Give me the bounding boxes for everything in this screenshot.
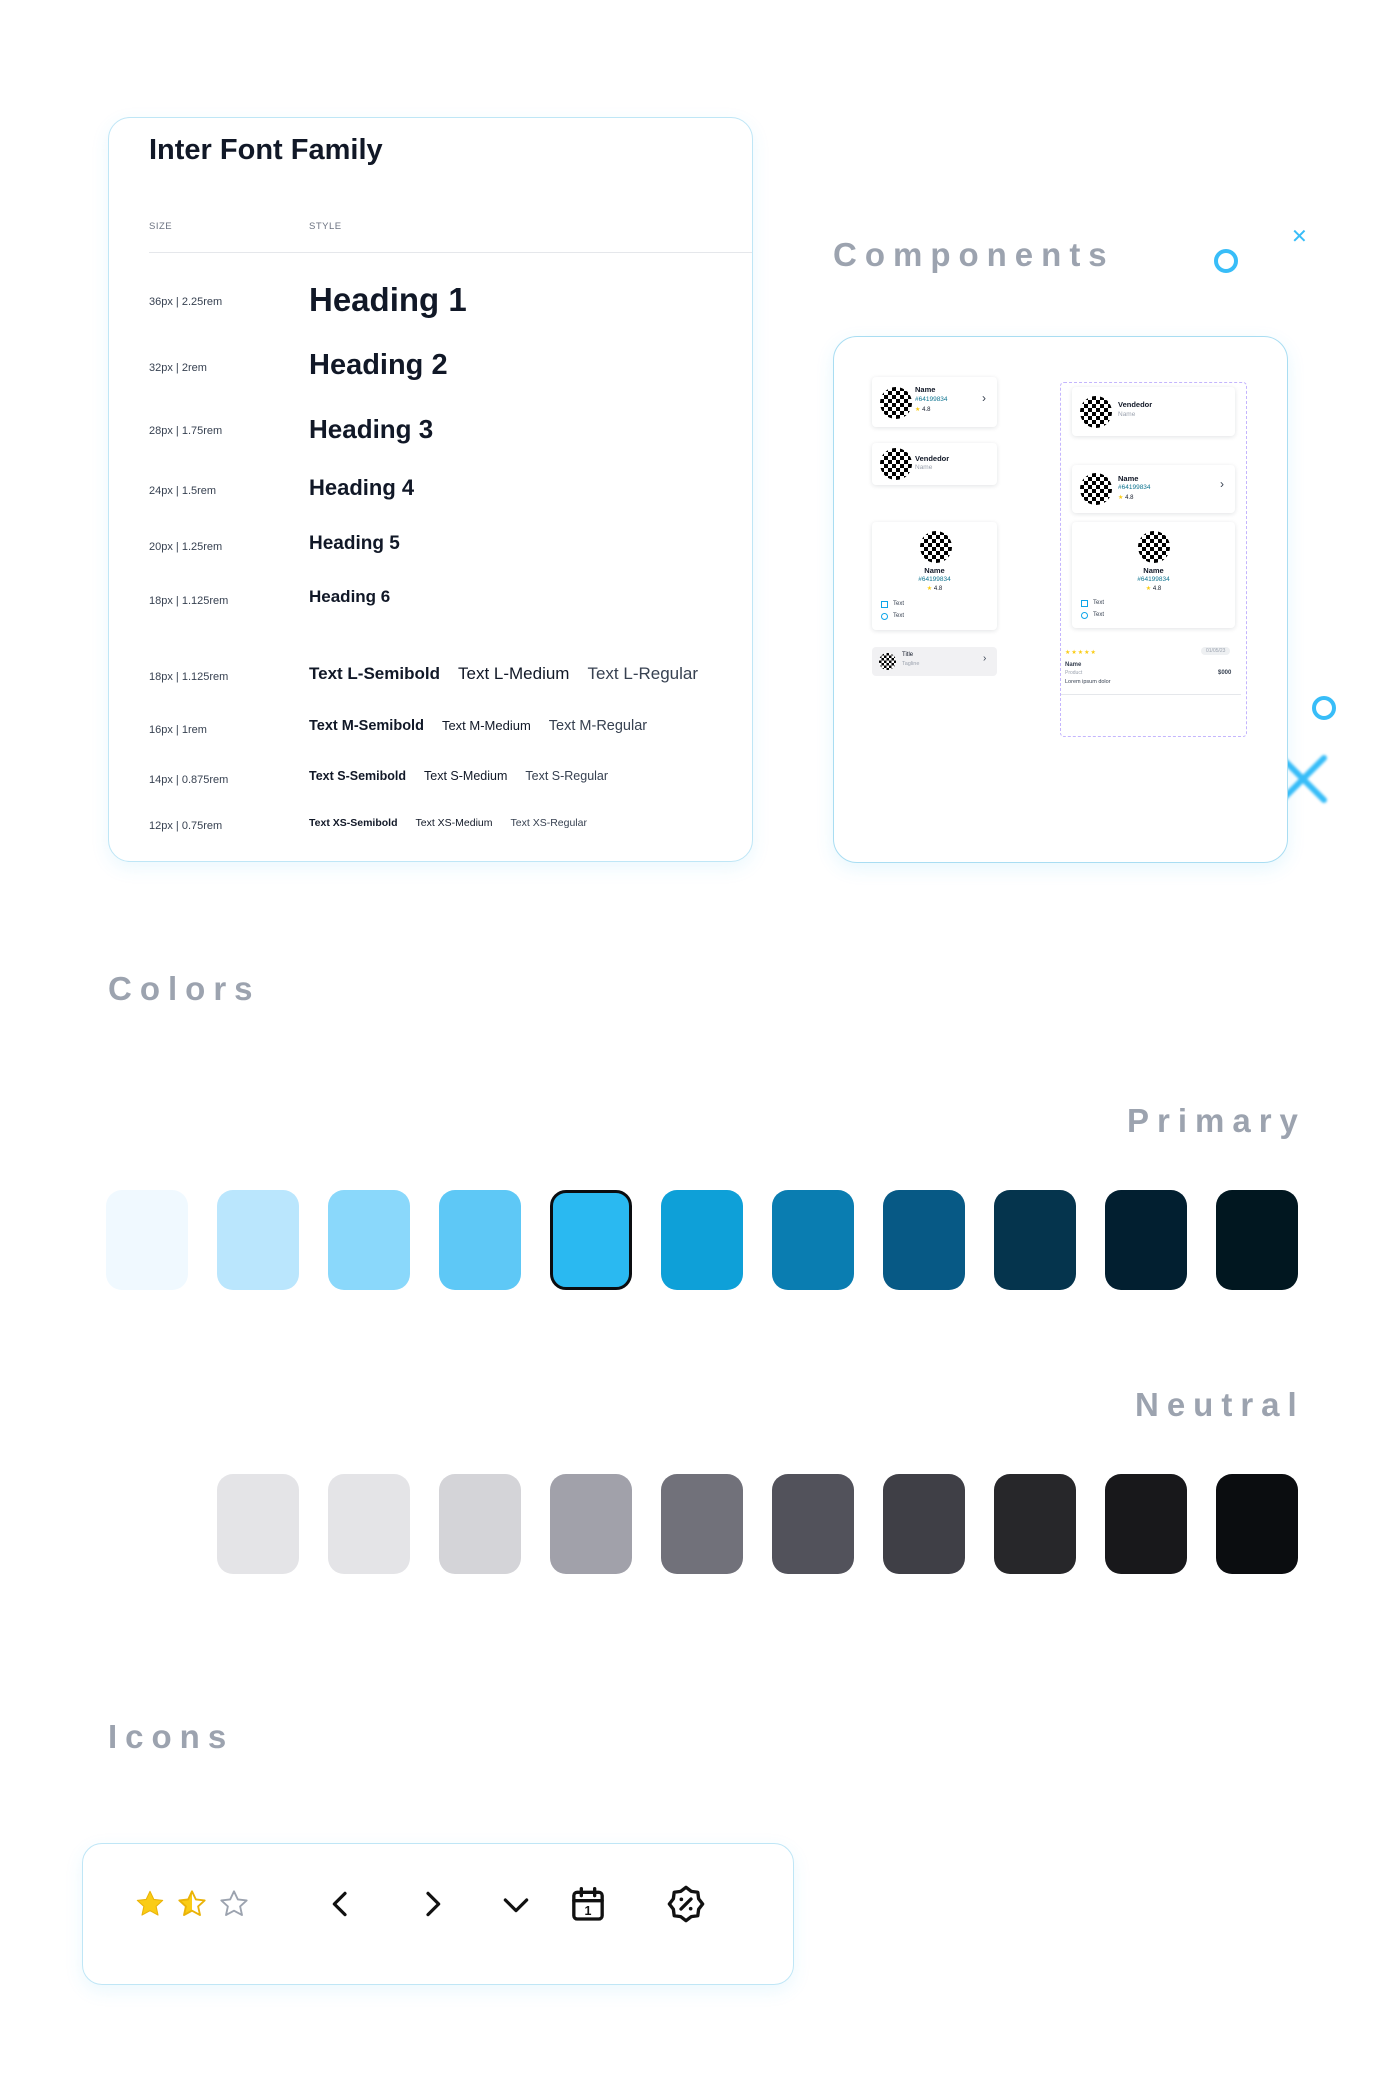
text-l-row (309, 664, 716, 684)
neutral-swatch-6[interactable] (772, 1474, 854, 1574)
chevron-right-icon: › (1220, 477, 1224, 491)
neutral-swatch-7[interactable] (883, 1474, 965, 1574)
primary-swatch-1[interactable] (106, 1190, 188, 1290)
vendor-title: Vendedor (1118, 400, 1153, 409)
vendor-card[interactable] (872, 443, 997, 485)
size-label: 24px | 1.5rem (149, 485, 217, 497)
review-card (1061, 644, 1241, 695)
title-row-card[interactable] (872, 647, 997, 676)
rating (872, 585, 997, 592)
star-icon: ★ (1118, 495, 1124, 501)
size-label: 32px | 2rem (149, 362, 207, 374)
avatar (1138, 531, 1170, 563)
star-icon: ★ (915, 407, 921, 413)
review-name: Name (1065, 662, 1082, 668)
colors-heading: Colors (108, 970, 261, 1007)
avatar (879, 653, 896, 670)
typography-card (108, 117, 753, 862)
chevron-down-icon[interactable] (500, 1888, 532, 1920)
text-m-medium: Text M-Medium (441, 718, 531, 733)
avatar (1080, 396, 1112, 428)
text-xs-row (309, 817, 605, 829)
primary-swatch-3[interactable] (328, 1190, 410, 1290)
chevron-right-icon[interactable] (416, 1888, 448, 1920)
chevron-right-icon: › (983, 653, 987, 664)
calendar-icon (881, 601, 888, 608)
components-card (833, 336, 1288, 863)
neutral-swatch-1[interactable] (217, 1474, 299, 1574)
avatar (1080, 473, 1112, 505)
heading-1-sample: Heading 1 (309, 281, 467, 318)
vendor-sub: Name (1118, 411, 1136, 418)
primary-swatch-4[interactable] (439, 1190, 521, 1290)
primary-swatch-8[interactable] (883, 1190, 965, 1290)
text-s-medium: Text S-Medium (424, 769, 508, 783)
avatar (920, 531, 952, 563)
seller-name: Name (1118, 474, 1139, 483)
review-price: $000 (1218, 670, 1232, 676)
neutral-swatch-3[interactable] (439, 1474, 521, 1574)
seller-profile-card[interactable] (872, 522, 997, 630)
rating-value: 4.8 (1125, 495, 1134, 501)
rating (915, 406, 930, 413)
text-xs-medium: Text XS-Medium (415, 817, 493, 829)
neutral-swatch-4[interactable] (550, 1474, 632, 1574)
row-title: Title (902, 652, 914, 658)
typography-title: Inter Font Family (149, 134, 383, 166)
review-body: Lorem ipsum dolor (1065, 679, 1111, 685)
vendor-title: Vendedor (915, 454, 950, 463)
size-label: 18px | 1.125rem (149, 671, 229, 683)
review-stars: ★★★★★ (1065, 650, 1097, 656)
star-icon: ★ (1145, 586, 1152, 592)
chevron-right-icon: › (982, 391, 986, 405)
text-m-row (309, 718, 665, 734)
neutral-swatch-9[interactable] (1105, 1474, 1187, 1574)
seller-row-card[interactable] (1072, 465, 1235, 513)
size-label: 12px | 0.75rem (149, 820, 223, 832)
size-label: 28px | 1.75rem (149, 425, 223, 437)
review-product: Product (1065, 670, 1083, 676)
rating (1072, 585, 1235, 592)
text-s-regular: Text S-Regular (525, 769, 609, 783)
heading-3-sample: Heading 3 (309, 414, 434, 444)
icons-card (82, 1843, 794, 1985)
row-tagline: Tagline (902, 661, 920, 667)
neutral-swatch-5[interactable] (661, 1474, 743, 1574)
divider (149, 252, 752, 253)
neutral-swatch-8[interactable] (994, 1474, 1076, 1574)
primary-swatch-6[interactable] (661, 1190, 743, 1290)
vendor-sub: Name (915, 464, 933, 471)
rating (1118, 494, 1133, 501)
size-label: 20px | 1.25rem (149, 541, 223, 553)
size-label: 14px | 0.875rem (149, 774, 229, 786)
info-text: Text (893, 601, 905, 607)
primary-swatch-5[interactable] (550, 1190, 632, 1290)
star-half-icon (176, 1888, 208, 1920)
ring-decoration (1312, 696, 1336, 720)
neutral-swatch-10[interactable] (1216, 1474, 1298, 1574)
primary-swatch-11[interactable] (1216, 1190, 1298, 1290)
star-icon: ★ (926, 586, 933, 592)
heading-5-sample: Heading 5 (309, 533, 400, 554)
size-label: 18px | 1.125rem (149, 595, 229, 607)
size-label: 16px | 1rem (149, 724, 207, 736)
primary-swatch-7[interactable] (772, 1190, 854, 1290)
info-text: Text (1093, 600, 1105, 606)
heading-6-sample: Heading 6 (309, 587, 391, 606)
neutral-swatch-2[interactable] (328, 1474, 410, 1574)
primary-swatch-9[interactable] (994, 1190, 1076, 1290)
primary-label: Primary (1127, 1102, 1306, 1139)
seller-name: Name (1143, 566, 1164, 575)
seller-name: Name (924, 566, 945, 575)
star-filled-icon (134, 1888, 166, 1920)
text-l-semibold: Text L-Semibold (309, 664, 440, 683)
text-xs-semibold: Text XS-Semibold (309, 817, 398, 829)
text-s-row (309, 769, 626, 783)
text-l-regular: Text L-Regular (587, 664, 699, 683)
star-empty-icon (218, 1888, 250, 1920)
calendar-icon (568, 1884, 608, 1924)
primary-swatch-10[interactable] (1105, 1190, 1187, 1290)
heading-2-sample: Heading 2 (309, 349, 448, 381)
heading-4-sample: Heading 4 (309, 475, 415, 500)
seller-code: #64199834 (1118, 484, 1151, 491)
calendar-icon (1081, 600, 1088, 607)
rating-value: 4.8 (922, 407, 931, 413)
text-xs-regular: Text XS-Regular (510, 817, 587, 829)
seller-profile-card[interactable] (1072, 522, 1235, 628)
text-m-semibold: Text M-Semibold (309, 718, 424, 734)
chevron-left-icon[interactable] (325, 1888, 357, 1920)
seller-code: #64199834 (915, 396, 948, 403)
close-icon: ✕ (1291, 226, 1308, 248)
rating-value: 4.8 (933, 586, 943, 592)
avatar (880, 448, 912, 480)
seller-row-card[interactable] (872, 377, 997, 427)
info-text: Text (893, 613, 905, 619)
seller-name: Name (915, 385, 936, 394)
text-s-semibold: Text S-Semibold (309, 769, 407, 783)
icons-heading: Icons (108, 1718, 235, 1755)
seller-code: #64199834 (1137, 576, 1170, 583)
column-header-style: STYLE (309, 221, 342, 232)
ring-decoration (1214, 249, 1238, 273)
avatar (880, 387, 912, 419)
vendor-card[interactable] (1072, 387, 1235, 436)
text-m-regular: Text M-Regular (548, 718, 648, 734)
size-label: 36px | 2.25rem (149, 296, 223, 308)
column-header-size: SIZE (149, 221, 173, 232)
info-text: Text (1093, 612, 1105, 618)
neutral-label: Neutral (1135, 1386, 1305, 1423)
check-icon (1081, 612, 1088, 619)
primary-swatch-2[interactable] (217, 1190, 299, 1290)
review-date: 01/05/23 (1201, 647, 1230, 655)
rating-value: 4.8 (1152, 586, 1162, 592)
seller-code: #64199834 (918, 576, 951, 583)
discount-badge-icon (666, 1884, 706, 1924)
calendar-day: 1 (584, 1903, 592, 1918)
check-icon (881, 613, 888, 620)
components-heading: Components (833, 236, 1115, 273)
text-l-medium: Text L-Medium (457, 664, 570, 683)
